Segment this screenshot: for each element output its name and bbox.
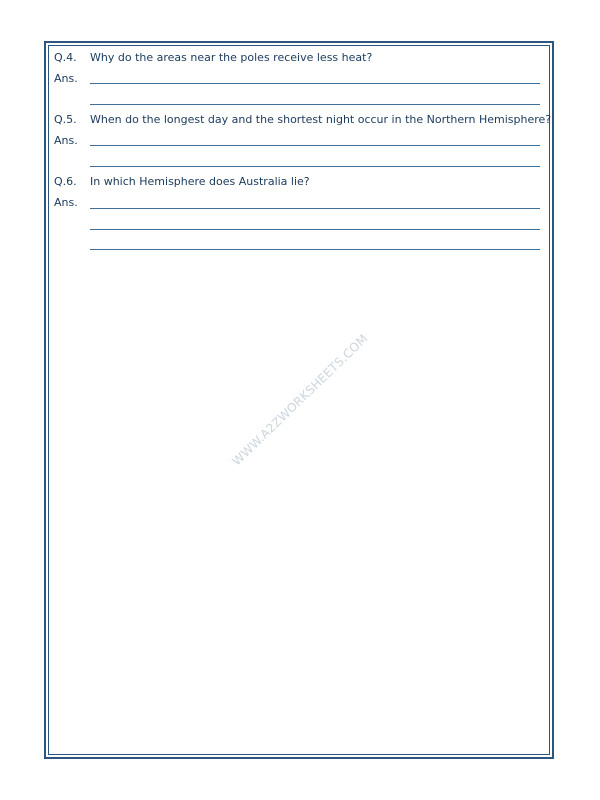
question-number: Q.5.	[54, 113, 77, 126]
answer-line[interactable]	[90, 83, 540, 84]
question-number: Q.6.	[54, 175, 77, 188]
answer-label: Ans.	[54, 134, 78, 147]
answer-label: Ans.	[54, 72, 78, 85]
question-row	[54, 174, 540, 190]
question-block-4	[54, 50, 540, 112]
answer-line[interactable]	[90, 166, 540, 167]
question-block-6	[54, 174, 540, 236]
answer-line[interactable]	[90, 229, 540, 230]
question-row	[54, 112, 552, 128]
question-block-5	[54, 112, 552, 174]
question-row	[54, 50, 540, 66]
answer-label: Ans.	[54, 196, 78, 209]
worksheet-content	[54, 50, 552, 236]
question-number: Q.4.	[54, 51, 77, 64]
question-text: Why do the areas near the poles receive less heat?	[90, 51, 373, 64]
answer-line[interactable]	[90, 208, 540, 209]
question-text: When do the longest day and the shortest night occur in the Northern Hemisphere?	[90, 113, 552, 126]
answer-line[interactable]	[90, 104, 540, 105]
answer-line[interactable]	[90, 145, 540, 146]
watermark: WWW.A2ZWORKSHEETS.COM	[229, 331, 371, 469]
answer-line[interactable]	[90, 249, 540, 250]
question-text: In which Hemisphere does Australia lie?	[90, 175, 310, 188]
